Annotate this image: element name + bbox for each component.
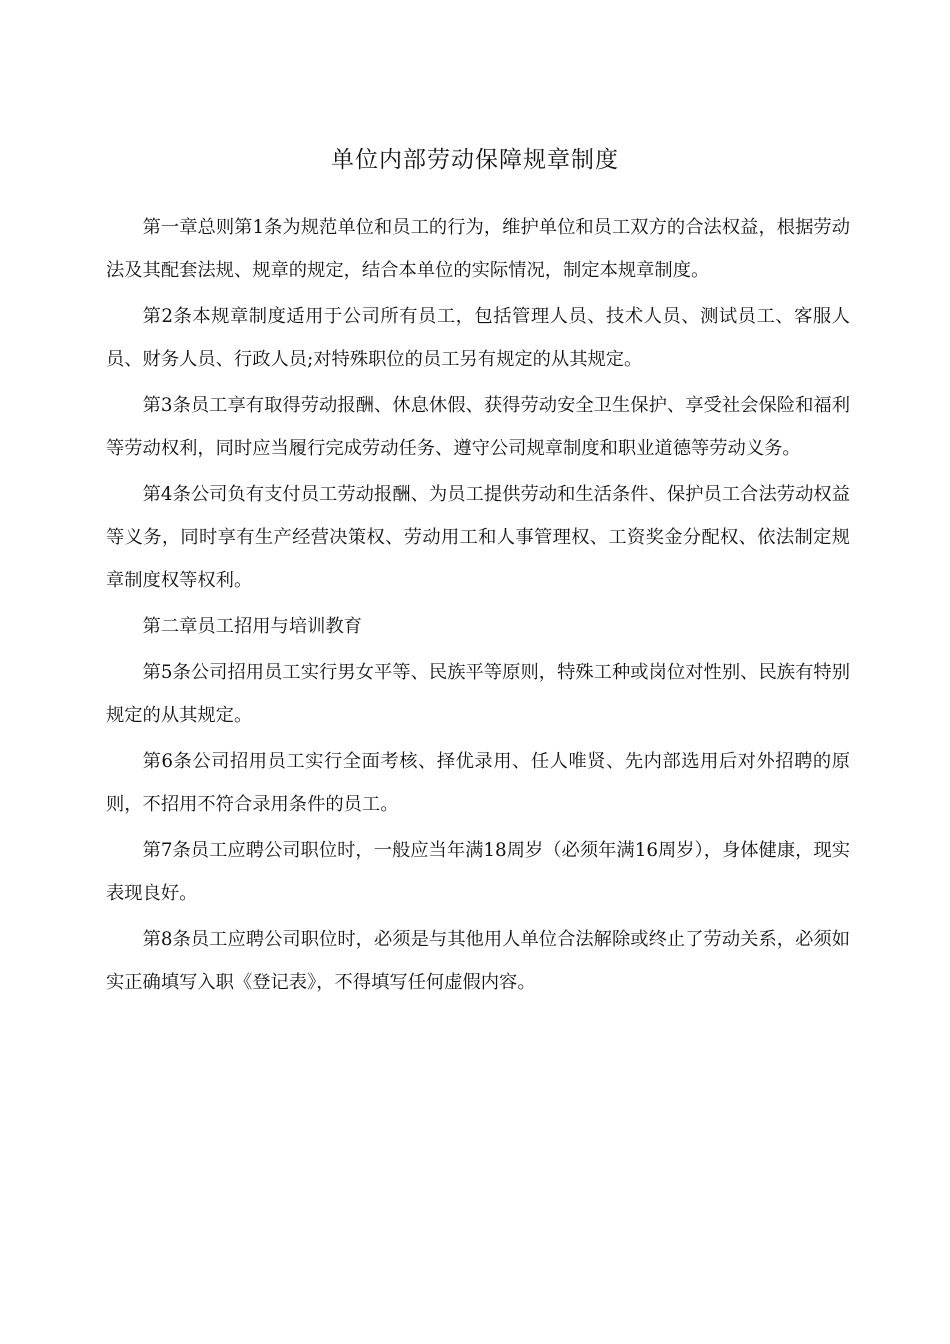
paragraph-article8: 第8条员工应聘公司职位时，必须是与其他用人单位合法解除或终止了劳动关系，必须如实正确填写入职《登记表》，不得填写任何虚假内容。: [106, 929, 850, 993]
chapter2-heading: 第二章员工招用与培训教育: [142, 616, 362, 637]
paragraph-article3: 第3条员工享有取得劳动报酬、休息休假、获得劳动安全卫生保护、享受社会保险和福利等劳动权利，同时应当履行完成劳动任务、遵守公司规章制度和职业道德等劳动义务。: [106, 395, 850, 459]
paragraph-chapter1-article1: 第一章总则第1条为规范单位和员工的行为，维护单位和员工双方的合法权益，根据劳动法及其配套法规、规章的规定，结合本单位的实际情况，制定本规章制度。: [106, 217, 850, 281]
paragraph-article2: 第2条本规章制度适用于公司所有员工，包括管理人员、技术人员、测试员工、客服人员、财务人员、行政人员;对特殊职位的员工另有规定的从其规定。: [106, 306, 850, 370]
paragraph-article5: 第5条公司招用员工实行男女平等、民族平等原则，特殊工种或岗位对性别、民族有特别规定的从其规定。: [106, 662, 850, 726]
document-title: 单位内部劳动保障规章制度: [331, 147, 619, 173]
paragraph-article4: 第4条公司负有支付员工劳动报酬、为员工提供劳动和生活条件、保护员工合法劳动权益等义务，同时享有生产经营决策权、劳动用工和人事管理权、工资奖金分配权、依法制定规章制度权等权利。: [106, 484, 850, 591]
paragraph-article7: 第7条员工应聘公司职位时，一般应当年满18周岁（必须年满16周岁），身体健康，现实表现良好。: [106, 840, 850, 904]
paragraph-article6: 第6条公司招用员工实行全面考核、择优录用、任人唯贤、先内部选用后对外招聘的原则，不招用不符合录用条件的员工。: [106, 751, 850, 815]
document-body: [106, 206, 850, 1007]
